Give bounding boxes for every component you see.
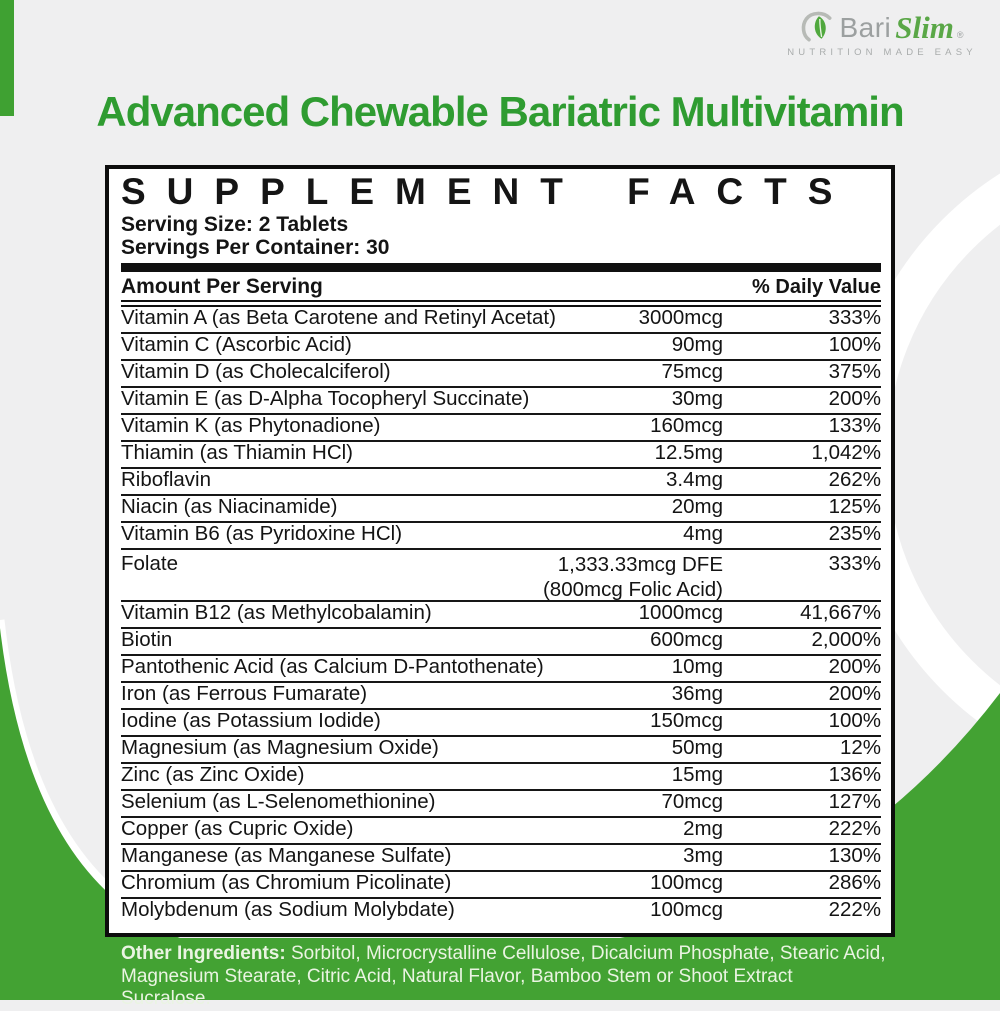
nutrient-row [121,523,881,550]
nutrient-daily-value: 200% [828,682,881,705]
nutrient-amount: 20mg [671,495,723,518]
nutrient-row [121,656,881,683]
nutrient-amount: 12.5mg [654,441,723,464]
nutrient-name: Iodine (as Potassium Iodide) [121,709,381,732]
nutrient-amount: 30mg [671,387,723,410]
nutrient-daily-value: 130% [828,844,881,867]
leaf-icon [800,10,836,46]
nutrient-name: Vitamin A (as Beta Carotene and Retinyl Acetat) [121,306,556,329]
brand-name-part1: Bari [839,12,892,43]
registered-mark: ® [956,30,964,40]
nutrient-daily-value: 235% [828,522,881,545]
nutrient-daily-value: 333% [828,306,881,329]
nutrient-amount: 50mg [671,736,723,759]
nutrient-row [121,899,881,924]
nutrient-row [121,496,881,523]
nutrient-row [121,737,881,764]
supplement-facts-panel [105,165,895,937]
nutrient-name: Vitamin K (as Phytonadione) [121,414,381,437]
column-headers [121,272,881,307]
daily-value-header: % Daily Value [752,276,881,298]
nutrient-daily-value: 125% [828,495,881,518]
page-title: Advanced Chewable Bariatric Multivitamin [96,88,904,135]
nutrient-daily-value: 136% [828,763,881,786]
nutrient-row [121,710,881,737]
nutrient-daily-value: 375% [828,360,881,383]
amount-per-serving-header: Amount Per Serving [121,275,323,298]
panel-title: SUPPLEMENT FACTS [121,171,854,212]
nutrient-name: Zinc (as Zinc Oxide) [121,763,305,786]
nutrient-name: Selenium (as L-Selenomethionine) [121,790,436,813]
nutrient-amount: 160mcg [650,414,723,437]
nutrient-row [121,791,881,818]
nutrient-row [121,629,881,656]
nutrient-name: Chromium (as Chromium Picolinate) [121,871,452,894]
nutrient-amount: 3000mcg [638,306,723,329]
nutrient-daily-value: 1,042% [811,441,881,464]
nutrient-name: Folate [121,552,178,575]
nutrient-daily-value: 133% [828,414,881,437]
nutrient-amount: 2mg [683,817,723,840]
nutrient-daily-value: 200% [828,387,881,410]
nutrient-row [121,818,881,845]
nutrient-amount: 1,333.33mcg DFE (800mcg Folic Acid) [542,553,723,601]
nutrient-amount: 75mcg [661,360,723,383]
nutrient-amount: 4mg [683,522,723,545]
nutrient-name: Pantothenic Acid (as Calcium D-Pantothenate) [121,655,544,678]
nutrient-daily-value: 100% [828,333,881,356]
nutrient-name: Iron (as Ferrous Fumarate) [121,682,368,705]
nutrient-amount: 15mg [671,763,723,786]
nutrient-name: Vitamin D (as Cholecalciferol) [121,360,391,383]
nutrient-amount: 1000mcg [638,601,723,624]
nutrient-amount: 3mg [683,844,723,867]
nutrient-row [121,361,881,388]
nutrient-amount: 3.4mg [666,468,723,491]
nutrient-amount: 100mcg [650,871,723,894]
nutrient-name: Vitamin E (as D-Alpha Tocopheryl Succinate) [121,387,530,410]
divider-bar [121,263,881,272]
nutrient-row [121,469,881,496]
nutrient-daily-value: 12% [839,736,881,759]
brand-name-part2: Slim [895,10,954,45]
nutrient-name: Copper (as Cupric Oxide) [121,817,354,840]
nutrient-amount: 36mg [671,682,723,705]
other-ingredients-line2: Magnesium Stearate, Citric Acid, Natural Flavor, Bamboo Stem or Shoot Extract [121,965,793,987]
nutrient-amount: 10mg [671,655,723,678]
nutrient-daily-value: 200% [828,655,881,678]
nutrient-name: Niacin (as Niacinamide) [121,495,338,518]
servings-per-container: Servings Per Container: 30 [121,236,390,259]
nutrient-name: Biotin [121,628,173,651]
nutrient-row [121,550,881,602]
nutrient-amount: 70mcg [661,790,723,813]
nutrient-daily-value: 222% [828,817,881,840]
nutrient-daily-value: 100% [828,709,881,732]
nutrient-row [121,683,881,710]
nutrient-row [121,415,881,442]
nutrient-row [121,764,881,791]
nutrient-daily-value: 333% [828,552,881,575]
nutrient-row [121,845,881,872]
nutrient-amount: 150mcg [650,709,723,732]
nutrient-daily-value: 286% [828,871,881,894]
nutrient-amount: 600mcg [650,628,723,651]
brand-tagline: NUTRITION MADE EASY [787,47,977,58]
other-ingredients-line1: Sorbitol, Microcrystalline Cellulose, Dicalcium Phosphate, Stearic Acid, [285,943,886,964]
brand-logo [782,10,982,58]
nutrient-amount: 100mcg [650,898,723,921]
nutrient-daily-value: 222% [828,898,881,921]
nutrient-daily-value: 262% [828,468,881,491]
nutrient-name: Manganese (as Manganese Sulfate) [121,844,452,867]
nutrient-name: Thiamin (as Thiamin HCl) [121,441,354,464]
nutrient-daily-value: 2,000% [811,628,881,651]
nutrient-rows [121,307,881,924]
nutrient-row [121,872,881,899]
nutrient-row [121,307,881,334]
nutrient-name: Vitamin B6 (as Pyridoxine HCl) [121,522,403,545]
nutrient-daily-value: 41,667% [800,601,881,624]
other-ingredients [121,943,921,1011]
nutrient-row [121,334,881,361]
nutrient-row [121,602,881,629]
nutrient-amount: 90mg [671,333,723,356]
other-ingredients-label: Other Ingredients: [121,943,286,964]
nutrient-row [121,388,881,415]
other-ingredients-line3: Sucralose. [121,988,211,1009]
nutrient-name: Vitamin C (Ascorbic Acid) [121,333,352,356]
nutrient-name: Riboflavin [121,468,212,491]
nutrient-name: Vitamin B12 (as Methylcobalamin) [121,601,432,624]
serving-size: Serving Size: 2 Tablets [121,213,349,236]
nutrient-row [121,442,881,469]
nutrient-daily-value: 127% [828,790,881,813]
nutrient-name: Magnesium (as Magnesium Oxide) [121,736,439,759]
nutrient-name: Molybdenum (as Sodium Molybdate) [121,898,455,921]
